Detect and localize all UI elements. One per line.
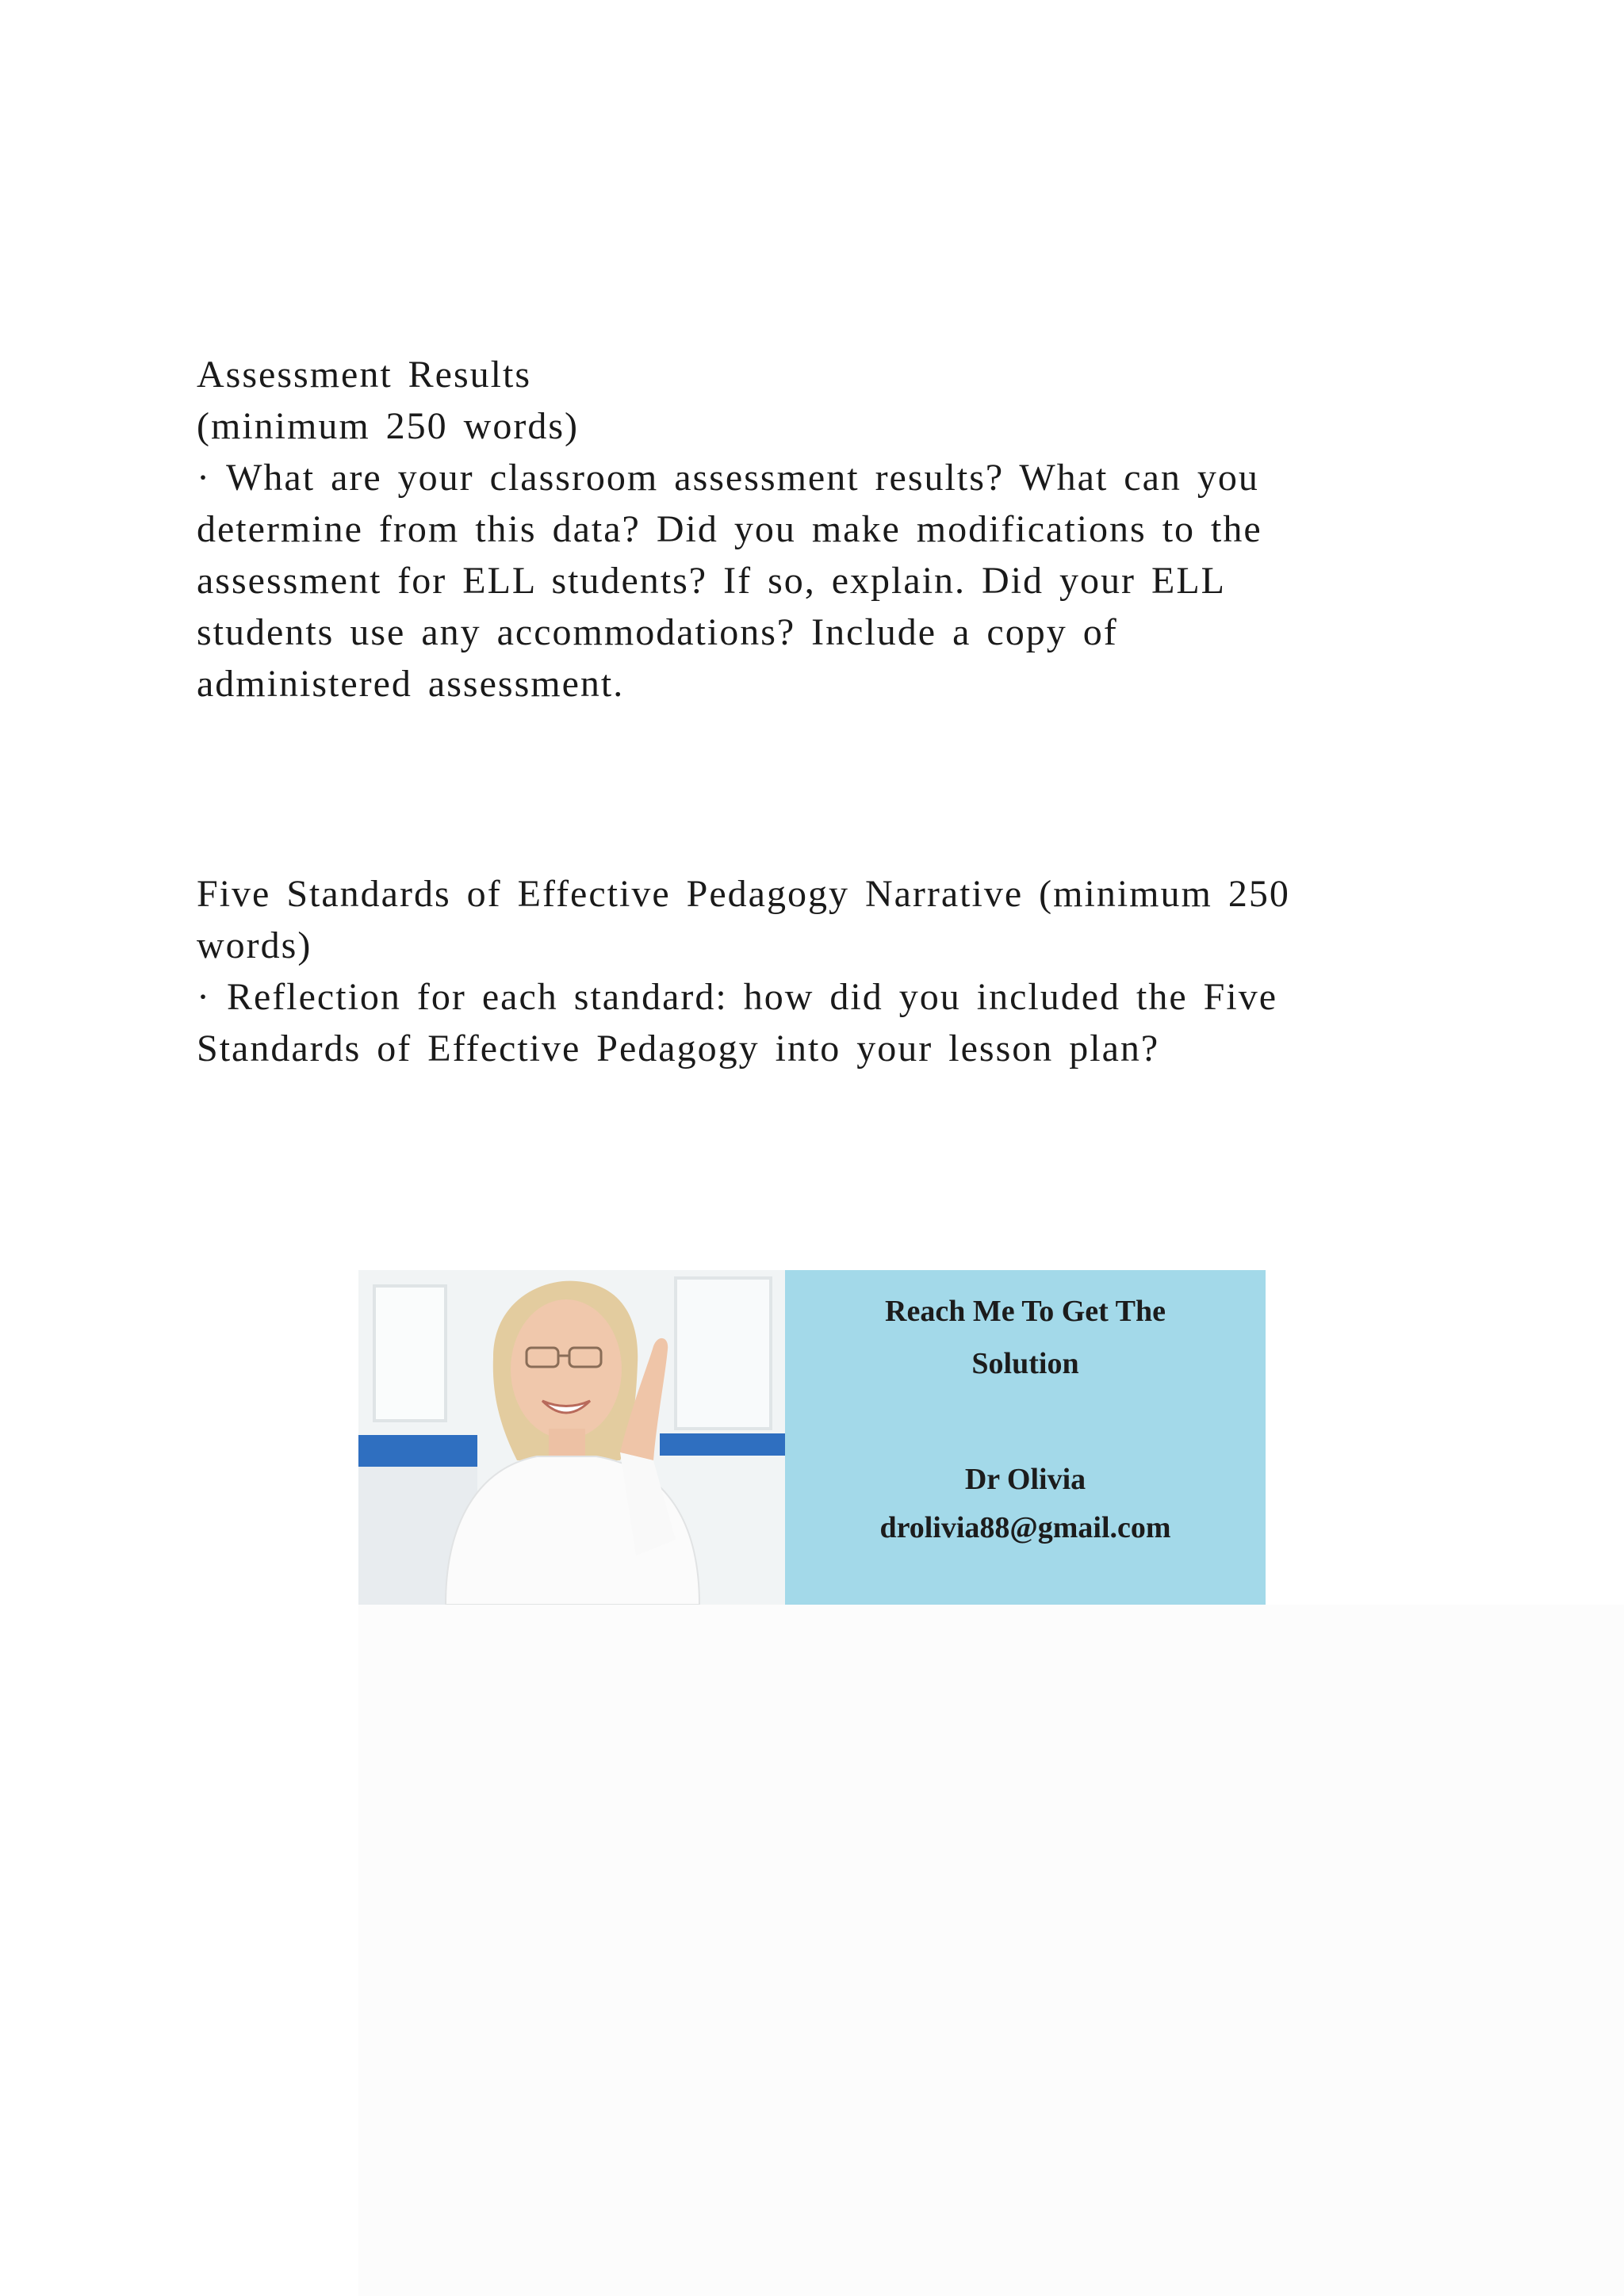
pedagogy-bullet-line: Standards of Effective Pedagogy into your lesson plan?: [197, 1027, 1160, 1070]
assessment-subtitle: (minimum 250 words): [197, 405, 579, 447]
assessment-bullet-line: administered assessment.: [197, 663, 625, 705]
pedagogy-bullet-line: · Reflection for each standard: how did you included the Five: [197, 976, 1277, 1018]
promo-banner: [358, 1270, 1266, 1605]
pedagogy-narrative-section: [197, 868, 1410, 1074]
tutor-photo: [358, 1270, 785, 1605]
assessment-bullet-line: assessment for ELL students? If so, explain. Did your ELL: [197, 560, 1226, 602]
assessment-title: Assessment Results: [197, 354, 532, 396]
assessment-results-section: [197, 349, 1410, 710]
contact-panel: [785, 1270, 1266, 1605]
pedagogy-title-line: Five Standards of Effective Pedagogy Narrative (minimum 250: [197, 873, 1290, 915]
blank-panel: [358, 1605, 1624, 2296]
assessment-bullet-line: · What are your classroom assessment results? What can you: [197, 457, 1259, 499]
contact-name: Dr Olivia: [964, 1463, 1086, 1496]
assessment-bullet-line: students use any accommodations? Include a copy of: [197, 611, 1118, 653]
contact-email: drolivia88@gmail.com: [879, 1511, 1171, 1544]
promo-heading-line-1: Reach Me To Get The: [885, 1295, 1166, 1328]
pedagogy-title-line: words): [197, 924, 312, 966]
promo-heading-line-2: Solution: [971, 1347, 1079, 1380]
assessment-bullet-line: determine from this data? Did you make modifications to the: [197, 508, 1262, 550]
